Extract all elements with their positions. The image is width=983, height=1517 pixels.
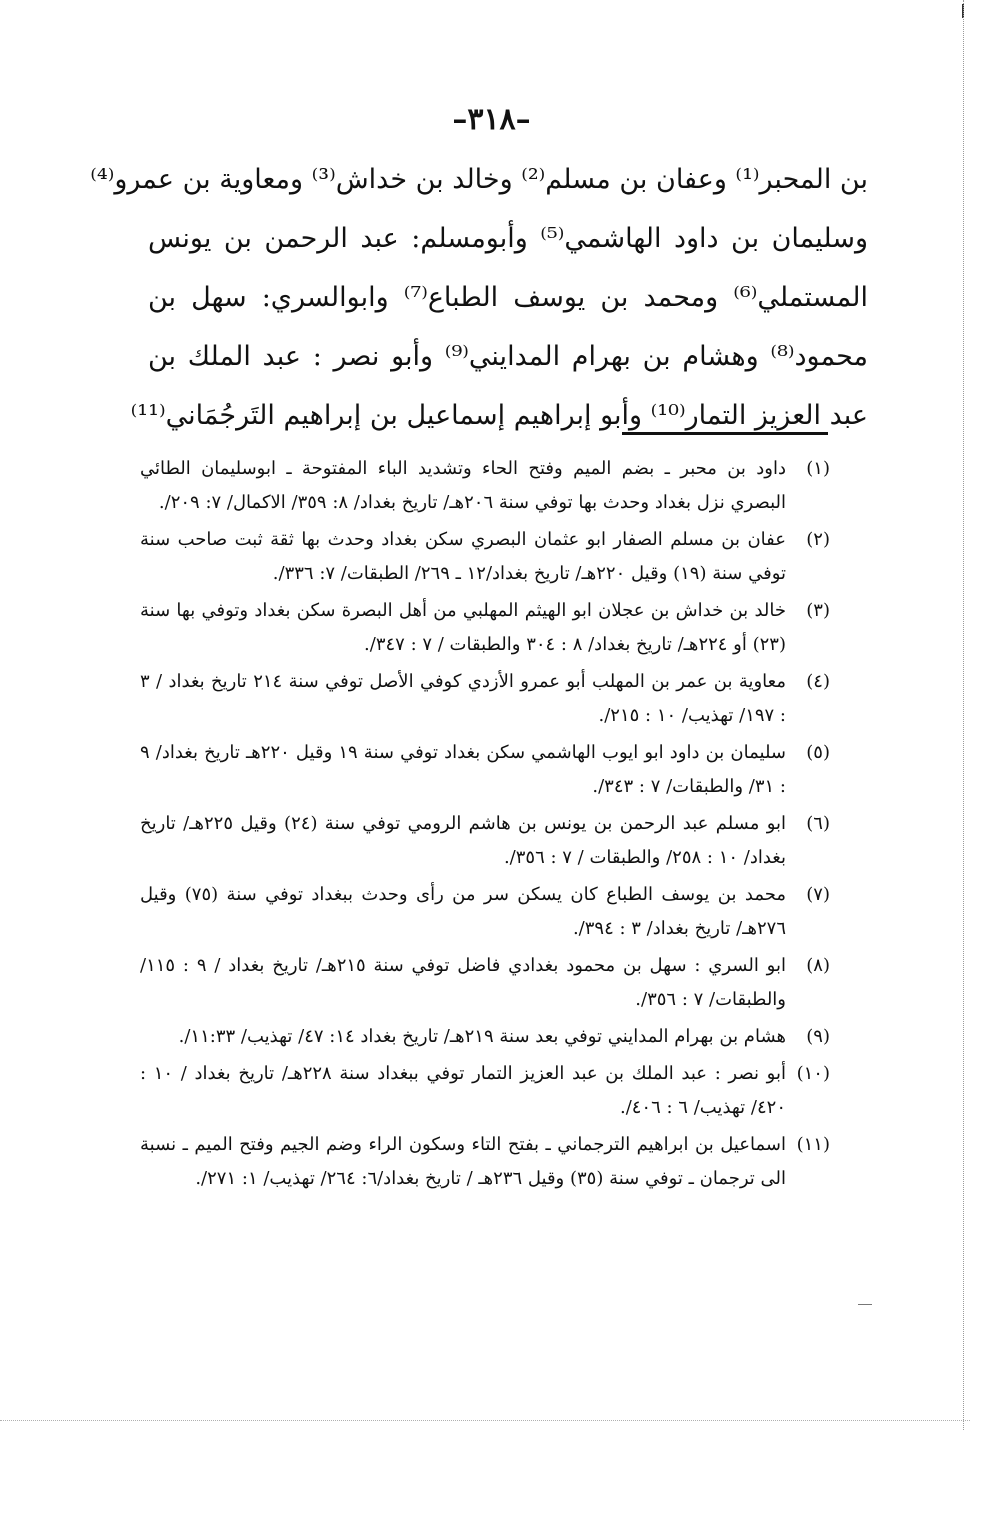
footnote [140,452,830,520]
footnote [140,523,830,591]
footnotes [140,452,830,1199]
footnote-number: (٥) [806,742,830,763]
footnote-number: (٣) [806,600,830,621]
footnote-number: (٨) [806,955,830,976]
footnote-text: خالد بن خداش بن عجلان ابو الهيثم المهلبي من أهل البصرة سكن بغداد وتوفي بها سنة (٢٣) أو ٢٢٤هـ/ تاريخ بغداد/ ٨ : ٣٠٤ والطبقات / ٧ : ٣٤٧/. [140,600,786,655]
footnote [140,878,830,946]
footnote-text: سليمان بن داود ابو ايوب الهاشمي سكن بغداد توفي سنة ١٩ وقيل ٢٢٠هـ تاريخ بغداد/ ٩ : ٣١/ والطبقات/ ٧ : ٣٤٣/. [140,742,786,797]
footnote-text: داود بن محبر ـ بضم الميم وفتح الحاء وتشديد الباء المفتوحة ـ ابوسليمان الطائي البصري نزل بغداد وحدث بها توفي سنة ٢٠٦هـ/ تاريخ بغداد/ ٨: ٣٥٩/ الاكمال/ ٧: ٢٠٩/. [140,458,786,513]
page-number: –٣١٨– [452,102,531,137]
footnote [140,949,830,1017]
footnote-text: اسماعيل بن ابراهيم الترجماني ـ بفتح التاء وسكون الراء وضم الجيم وفتح الميم ـ نسبة الى ترجمان ـ توفي سنة (٣٥) وقيل ٢٣٦هـ / تاريخ بغداد/٦: ٢٦٤/ تهذيب/ ١: ٢٧١/. [140,1134,786,1189]
footnote-number: (١) [806,458,830,479]
footnote-number: (١٠) [796,1063,830,1084]
footnote [140,807,830,875]
footnote [140,1020,830,1054]
footnote-text: عفان بن مسلم الصفار ابو عثمان البصري سكن بغداد وحدث بها ثقة ثبت صاحب سنة توفي سنة (١٩) وقيل ٢٢٠هـ/ تاريخ بغداد/١٢ ـ ٢٦٩/ الطبقات/ ٧: ٣٣٦/. [140,529,786,584]
footnote-number: (٦) [806,813,830,834]
margin-mark [858,1304,872,1305]
main-text-line: محمود⁽⁸⁾ وهشام بن بهرام المدايني⁽⁹⁾ وأبو نصر : عبد الملك بن [148,341,868,372]
main-text [90,150,868,445]
footnote-text: هشام بن بهرام المدايني توفي بعد سنة ٢١٩هـ/ تاريخ بغداد ١٤: ٤٧/ تهذيب/ ١١:٣٣/. [178,1026,786,1047]
footnote [140,1128,830,1196]
main-text-line: بن المحبر⁽¹⁾ وعفان بن مسلم⁽²⁾ وخالد بن خداش⁽³⁾ ومعاوية بن عمرو⁽⁴⁾ [90,164,868,195]
footnote-number: (٢) [806,529,830,550]
footnote-number: (٩) [806,1026,830,1047]
footnote [140,594,830,662]
footnote-number: (٧) [806,884,830,905]
scan-bottom-line [0,1420,970,1421]
main-text-line: عبد العزيز التمار⁽¹⁰⁾ وأبو إبراهيم إسماعيل بن إبراهيم التَرجُمَاني⁽¹¹⁾ [130,400,868,431]
main-text-line: وسليمان بن داود الهاشمي⁽⁵⁾ وأبومسلم: عبد الرحمن بن يونس [148,223,868,254]
footnote-text: محمد بن يوسف الطباع كان يسكن سر من رأى وحدث ببغداد توفي سنة (٧٥) وقيل ٢٧٦هـ/ تاريخ بغداد/ ٣ : ٣٩٤/. [140,884,786,939]
footnote-text: ابو مسلم عبد الرحمن بن يونس بن هاشم الرومي توفي سنة (٢٤) وقيل ٢٢٥هـ/ تاريخ بغداد/ ١٠ : ٢٥٨/ والطبقات / ٧ : ٣٥٦/. [140,813,787,868]
footnote-separator [622,432,828,435]
footnote-number: (١١) [796,1134,830,1155]
footnote-text: ابو السري : سهل بن محمود بغدادي فاضل توفي سنة ٢١٥هـ/ تاريخ بغداد / ٩ : ١١٥/ والطبقات/ ٧ : ٣٥٦/. [140,955,786,1010]
footnote [140,665,830,733]
scan-edge-line [963,0,964,1430]
main-text-line: المستملي⁽⁶⁾ ومحمد بن يوسف الطباع⁽⁷⁾ وابوالسري: سهل بن [148,282,868,313]
footnote-text: معاوية بن عمر بن المهلب أبو عمرو الأزدي كوفي الأصل توفي سنة ٢١٤ تاريخ بغداد / ٣ : ١٩٧/ تهذيب/ ١٠ : ٢١٥/. [140,671,786,726]
footnote-text: أبو نصر : عبد الملك بن عبد العزيز التمار توفي ببغداد سنة ٢٢٨هـ/ تاريخ بغداد / ١٠ : ٤٢٠/ تهذيب/ ٦ : ٤٠٦/. [140,1063,786,1118]
footnote [140,736,830,804]
footnote [140,1057,830,1125]
footnote-number: (٤) [806,671,830,692]
